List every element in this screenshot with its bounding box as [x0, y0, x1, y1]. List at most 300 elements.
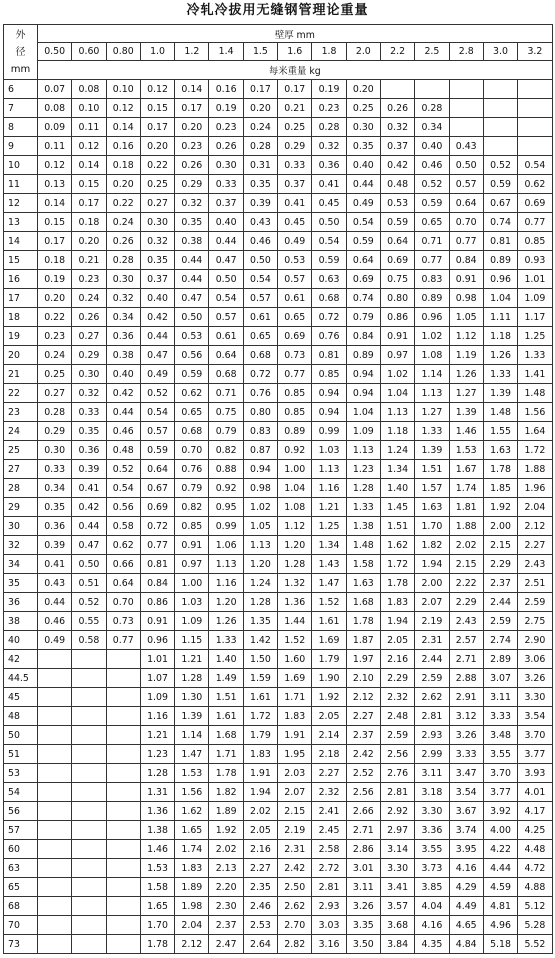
weight-cell: 0.29	[38, 422, 72, 441]
weight-cell: 3.03	[312, 916, 346, 935]
weight-cell: 4.01	[518, 783, 553, 802]
table-row	[4, 270, 553, 289]
weight-cell	[72, 745, 106, 764]
weight-cell: 0.64	[140, 460, 174, 479]
weight-cell: 1.92	[483, 498, 517, 517]
weight-cell: 0.49	[278, 232, 312, 251]
weight-cell: 3.11	[346, 878, 380, 897]
weight-cell: 0.23	[72, 270, 106, 289]
outer-diameter-cell: 32	[4, 536, 38, 555]
weight-cell: 1.14	[415, 365, 449, 384]
weight-cell: 0.70	[449, 213, 483, 232]
weight-cell: 1.33	[518, 346, 553, 365]
weight-cell: 0.47	[72, 536, 106, 555]
weight-cell: 0.21	[278, 99, 312, 118]
weight-cell: 0.41	[72, 479, 106, 498]
weight-cell: 1.28	[278, 555, 312, 574]
weight-cell: 1.06	[209, 536, 243, 555]
weight-cell: 1.02	[243, 498, 277, 517]
weight-cell: 3.14	[380, 840, 414, 859]
weight-cell: 1.39	[483, 384, 517, 403]
weight-cell: 1.78	[346, 612, 380, 631]
weight-cell: 0.94	[346, 365, 380, 384]
outer-diameter-cell: 68	[4, 897, 38, 916]
weight-cell: 0.33	[209, 175, 243, 194]
od-column-header	[4, 25, 38, 80]
steel-tube-weight-table	[3, 24, 553, 954]
weight-cell: 1.89	[209, 802, 243, 821]
thickness-header-cell: 2.5	[415, 43, 449, 61]
weight-cell: 1.03	[175, 593, 209, 612]
weight-cell: 0.40	[209, 213, 243, 232]
weight-cell: 0.70	[175, 441, 209, 460]
weight-cell: 1.09	[518, 289, 553, 308]
weight-cell: 1.25	[518, 327, 553, 346]
outer-diameter-cell: 35	[4, 574, 38, 593]
weight-cell: 2.35	[243, 878, 277, 897]
outer-diameter-cell: 22	[4, 384, 38, 403]
weight-cell: 0.24	[38, 346, 72, 365]
weight-cell: 2.92	[380, 802, 414, 821]
weight-cell: 0.68	[312, 289, 346, 308]
weight-cell: 1.91	[278, 726, 312, 745]
weight-cell: 0.40	[415, 137, 449, 156]
weight-cell: 2.19	[415, 612, 449, 631]
thickness-header-cell: 2.0	[346, 43, 380, 61]
weight-cell: 0.48	[380, 175, 414, 194]
weight-cell: 2.37	[346, 726, 380, 745]
weight-cell: 4.49	[449, 897, 483, 916]
table-row	[4, 365, 553, 384]
weight-cell: 1.48	[518, 384, 553, 403]
weight-cell: 1.88	[518, 460, 553, 479]
weight-cell: 0.32	[380, 118, 414, 137]
weight-cell	[106, 688, 140, 707]
weight-cell	[106, 802, 140, 821]
weight-cell: 2.42	[346, 745, 380, 764]
weight-cell: 1.26	[209, 612, 243, 631]
weight-cell: 1.46	[449, 422, 483, 441]
weight-cell: 1.07	[140, 669, 174, 688]
weight-cell: 3.77	[483, 783, 517, 802]
weight-cell: 3.70	[483, 764, 517, 783]
weight-cell: 0.58	[106, 517, 140, 536]
weight-cell: 0.24	[72, 289, 106, 308]
table-row	[4, 859, 553, 878]
weight-cell: 1.41	[518, 365, 553, 384]
weight-cell: 2.07	[278, 783, 312, 802]
weight-cell: 2.93	[415, 726, 449, 745]
weight-cell: 3.92	[483, 802, 517, 821]
weight-cell: 0.87	[243, 441, 277, 460]
weight-cell: 1.83	[380, 593, 414, 612]
weight-cell: 2.43	[518, 555, 553, 574]
weight-cell: 2.18	[312, 745, 346, 764]
weight-cell: 1.28	[243, 593, 277, 612]
weight-cell: 1.71	[278, 688, 312, 707]
weight-cell: 2.16	[380, 650, 414, 669]
weight-cell	[106, 859, 140, 878]
weight-cell: 0.24	[243, 118, 277, 137]
weight-cell: 0.29	[72, 346, 106, 365]
weight-cell: 1.11	[483, 308, 517, 327]
weight-cell: 1.62	[380, 536, 414, 555]
weight-cell: 0.61	[209, 327, 243, 346]
weight-cell: 1.53	[449, 441, 483, 460]
weight-cell: 4.04	[415, 897, 449, 916]
weight-cell: 0.91	[380, 327, 414, 346]
weight-cell: 1.27	[449, 384, 483, 403]
outer-diameter-cell: 48	[4, 707, 38, 726]
weight-cell: 1.50	[243, 650, 277, 669]
weight-cell: 2.59	[483, 612, 517, 631]
weight-cell	[38, 650, 72, 669]
weight-cell: 0.23	[209, 118, 243, 137]
weight-cell: 2.15	[449, 555, 483, 574]
weight-cell: 4.29	[449, 878, 483, 897]
weight-cell: 0.20	[38, 289, 72, 308]
weight-cell: 1.21	[312, 498, 346, 517]
table-row	[4, 175, 553, 194]
weight-cell: 2.53	[243, 916, 277, 935]
weight-cell: 4.81	[483, 897, 517, 916]
weight-cell: 0.76	[312, 327, 346, 346]
weight-cell: 2.90	[518, 631, 553, 650]
weight-cell: 1.71	[209, 745, 243, 764]
weight-cell: 1.92	[209, 821, 243, 840]
weight-cell	[38, 840, 72, 859]
weight-cell: 0.85	[175, 517, 209, 536]
weight-cell: 1.20	[243, 555, 277, 574]
weight-cell: 4.16	[415, 916, 449, 935]
weight-cell	[415, 80, 449, 99]
weight-cell: 3.54	[449, 783, 483, 802]
weight-cell: 1.13	[415, 384, 449, 403]
table-row	[4, 460, 553, 479]
outer-diameter-cell: 9	[4, 137, 38, 156]
weight-cell: 0.19	[38, 270, 72, 289]
weight-cell: 2.64	[243, 935, 277, 954]
weight-cell: 0.83	[243, 422, 277, 441]
weight-cell: 1.48	[483, 403, 517, 422]
weight-cell: 5.12	[518, 897, 553, 916]
weight-cell: 3.30	[518, 688, 553, 707]
weight-cell: 0.85	[518, 232, 553, 251]
weight-cell	[38, 878, 72, 897]
weight-cell: 0.07	[38, 80, 72, 99]
table-row	[4, 764, 553, 783]
table-row	[4, 935, 553, 954]
weight-cell: 1.70	[415, 517, 449, 536]
weight-cell: 1.26	[483, 346, 517, 365]
weight-cell: 1.78	[209, 764, 243, 783]
weight-cell: 3.26	[518, 669, 553, 688]
weight-cell: 2.37	[483, 574, 517, 593]
table-row	[4, 137, 553, 156]
weight-cell: 1.87	[346, 631, 380, 650]
weight-cell: 1.08	[415, 346, 449, 365]
weight-cell	[38, 935, 72, 954]
outer-diameter-cell: 21	[4, 365, 38, 384]
weight-cell: 1.38	[346, 517, 380, 536]
weight-cell: 1.27	[415, 403, 449, 422]
table-row	[4, 631, 553, 650]
weight-cell: 0.34	[106, 308, 140, 327]
weight-cell: 0.26	[72, 308, 106, 327]
weight-cell: 0.30	[140, 213, 174, 232]
outer-diameter-cell: 42	[4, 650, 38, 669]
weight-cell: 1.72	[380, 555, 414, 574]
weight-cell: 1.44	[278, 612, 312, 631]
weight-cell: 0.82	[209, 441, 243, 460]
weight-cell: 1.13	[243, 536, 277, 555]
weight-cell: 0.69	[140, 498, 174, 517]
weight-cell: 2.74	[483, 631, 517, 650]
weight-cell: 4.59	[483, 878, 517, 897]
weight-cell: 0.33	[38, 460, 72, 479]
weight-cell: 0.53	[175, 327, 209, 346]
weight-cell: 4.16	[449, 859, 483, 878]
weight-cell: 2.44	[415, 650, 449, 669]
weight-cell: 0.76	[175, 460, 209, 479]
weight-cell: 0.10	[106, 80, 140, 99]
outer-diameter-cell: 11	[4, 175, 38, 194]
weight-cell: 0.30	[72, 365, 106, 384]
weight-cell: 0.68	[243, 346, 277, 365]
weight-cell: 0.39	[243, 194, 277, 213]
weight-cell: 0.50	[243, 251, 277, 270]
table-row	[4, 441, 553, 460]
weight-cell: 2.51	[518, 574, 553, 593]
weight-cell: 0.48	[106, 441, 140, 460]
weight-cell: 0.17	[243, 80, 277, 99]
weight-cell: 1.09	[140, 688, 174, 707]
weight-cell: 3.73	[415, 859, 449, 878]
weight-cell: 1.16	[209, 574, 243, 593]
weight-cell: 2.62	[278, 897, 312, 916]
weight-cell: 2.31	[278, 840, 312, 859]
weight-cell: 2.56	[380, 745, 414, 764]
thickness-header-cell: 0.50	[38, 43, 72, 61]
table-row	[4, 289, 553, 308]
weight-cell: 1.33	[209, 631, 243, 650]
weight-cell: 0.41	[312, 175, 346, 194]
outer-diameter-cell: 13	[4, 213, 38, 232]
weight-cell: 4.48	[518, 840, 553, 859]
table-row	[4, 99, 553, 118]
table-row	[4, 498, 553, 517]
weight-cell: 0.75	[209, 403, 243, 422]
od-header-line-2: 径	[15, 46, 26, 58]
table-row	[4, 118, 553, 137]
weight-cell: 3.33	[449, 745, 483, 764]
weight-cell: 1.40	[209, 650, 243, 669]
weight-cell: 0.28	[106, 251, 140, 270]
weight-cell: 0.26	[380, 99, 414, 118]
weight-cell: 1.96	[518, 479, 553, 498]
weight-cell	[106, 669, 140, 688]
table-row	[4, 840, 553, 859]
weight-cell: 0.34	[38, 479, 72, 498]
weight-cell: 0.41	[38, 555, 72, 574]
weight-cell: 0.79	[175, 479, 209, 498]
weight-cell	[38, 821, 72, 840]
thickness-header-cell: 0.60	[72, 43, 106, 61]
weight-cell: 1.85	[483, 479, 517, 498]
weight-cell: 0.99	[312, 422, 346, 441]
weight-cell: 0.97	[380, 346, 414, 365]
weight-cell: 0.73	[278, 346, 312, 365]
page-title: 冷轧冷拔用无缝钢管理论重量	[186, 3, 369, 18]
weight-cell: 0.89	[278, 422, 312, 441]
weight-cell: 1.52	[278, 631, 312, 650]
weight-cell: 0.44	[140, 327, 174, 346]
weight-cell: 0.54	[106, 479, 140, 498]
weight-cell: 0.17	[140, 118, 174, 137]
weight-cell: 0.25	[38, 365, 72, 384]
table-row	[4, 783, 553, 802]
weight-cell: 1.19	[449, 346, 483, 365]
weight-cell: 0.29	[278, 137, 312, 156]
weight-cell	[106, 878, 140, 897]
weight-cell: 0.44	[175, 270, 209, 289]
weight-cell: 0.86	[140, 593, 174, 612]
weight-cell: 1.18	[380, 422, 414, 441]
weight-cell: 0.14	[106, 118, 140, 137]
weight-cell: 0.61	[278, 289, 312, 308]
weight-cell	[38, 745, 72, 764]
weight-cell	[106, 764, 140, 783]
weight-cell: 1.01	[518, 270, 553, 289]
weight-cell: 0.12	[72, 137, 106, 156]
weight-cell: 1.56	[518, 403, 553, 422]
table-row	[4, 517, 553, 536]
weight-cell: 0.74	[483, 213, 517, 232]
outer-diameter-cell: 34	[4, 555, 38, 574]
weight-cell: 0.19	[209, 99, 243, 118]
weight-cell: 1.39	[175, 707, 209, 726]
weight-cell	[38, 707, 72, 726]
weight-cell: 0.27	[38, 384, 72, 403]
weight-cell: 1.65	[175, 821, 209, 840]
weight-cell	[72, 726, 106, 745]
weight-cell: 0.22	[140, 156, 174, 175]
weight-cell: 3.93	[518, 764, 553, 783]
weight-cell: 0.91	[140, 612, 174, 631]
weight-cell: 1.17	[518, 308, 553, 327]
weight-cell	[106, 821, 140, 840]
outer-diameter-cell: 18	[4, 308, 38, 327]
weight-cell: 5.18	[483, 935, 517, 954]
weight-cell: 0.50	[312, 213, 346, 232]
weight-cell: 0.88	[209, 460, 243, 479]
weight-cell: 2.13	[209, 859, 243, 878]
weight-cell: 0.57	[243, 289, 277, 308]
weight-cell: 2.02	[209, 840, 243, 859]
weight-cell: 2.00	[415, 574, 449, 593]
weight-cell: 1.33	[415, 422, 449, 441]
table-row	[4, 802, 553, 821]
weight-cell: 0.57	[209, 308, 243, 327]
weight-cell: 2.72	[312, 859, 346, 878]
weight-cell: 0.72	[312, 308, 346, 327]
weight-cell: 0.69	[278, 327, 312, 346]
weight-cell: 0.36	[38, 517, 72, 536]
weight-cell: 0.69	[380, 251, 414, 270]
outer-diameter-cell: 17	[4, 289, 38, 308]
weight-cell: 1.13	[346, 441, 380, 460]
weight-cell: 0.76	[243, 384, 277, 403]
weight-cell: 0.44	[346, 175, 380, 194]
table-row	[4, 308, 553, 327]
weight-cell: 0.81	[483, 232, 517, 251]
weight-cell: 1.57	[415, 479, 449, 498]
weight-cell: 3.95	[449, 840, 483, 859]
table-row	[4, 897, 553, 916]
thickness-header-cell: 1.4	[209, 43, 243, 61]
weight-cell: 0.26	[106, 232, 140, 251]
weight-cell: 4.72	[518, 859, 553, 878]
weight-cell: 2.81	[415, 707, 449, 726]
thickness-header-cell: 3.0	[483, 43, 517, 61]
weight-cell: 2.07	[415, 593, 449, 612]
weight-cell: 0.39	[38, 536, 72, 555]
weight-cell: 1.14	[175, 726, 209, 745]
weight-cell: 0.17	[175, 99, 209, 118]
weight-cell	[72, 897, 106, 916]
weight-cell: 1.13	[380, 403, 414, 422]
weight-cell: 0.15	[140, 99, 174, 118]
weight-cell: 1.68	[346, 593, 380, 612]
weight-cell	[38, 726, 72, 745]
weight-cell: 1.82	[415, 536, 449, 555]
weight-cell: 3.57	[380, 897, 414, 916]
weight-cell: 2.43	[449, 612, 483, 631]
weight-cell: 2.50	[278, 878, 312, 897]
weight-cell: 2.81	[380, 783, 414, 802]
weight-cell: 0.77	[449, 232, 483, 251]
weight-cell	[106, 916, 140, 935]
weight-cell	[483, 80, 517, 99]
weight-cell: 3.41	[380, 878, 414, 897]
weight-cell: 1.95	[278, 745, 312, 764]
weight-cell: 1.12	[449, 327, 483, 346]
weight-cell: 0.20	[72, 232, 106, 251]
weight-cell: 3.26	[449, 726, 483, 745]
weight-cell: 0.57	[449, 175, 483, 194]
weight-cell: 0.86	[380, 308, 414, 327]
weight-cell: 2.27	[243, 859, 277, 878]
table-row	[4, 80, 553, 99]
weight-cell: 0.28	[243, 137, 277, 156]
weight-cell: 0.28	[312, 118, 346, 137]
weight-cell: 2.89	[483, 650, 517, 669]
weight-cell: 1.16	[312, 479, 346, 498]
weight-cell	[72, 783, 106, 802]
weight-cell: 1.58	[346, 555, 380, 574]
weight-cell: 0.69	[346, 270, 380, 289]
thickness-header-cell: 1.6	[278, 43, 312, 61]
weight-cell: 4.35	[415, 935, 449, 954]
weight-cell: 0.50	[209, 270, 243, 289]
weight-cell	[106, 707, 140, 726]
weight-cell: 0.14	[72, 156, 106, 175]
weight-cell: 2.97	[380, 821, 414, 840]
outer-diameter-cell: 70	[4, 916, 38, 935]
weight-cell: 0.23	[312, 99, 346, 118]
outer-diameter-cell: 6	[4, 80, 38, 99]
weight-cell: 0.42	[72, 498, 106, 517]
